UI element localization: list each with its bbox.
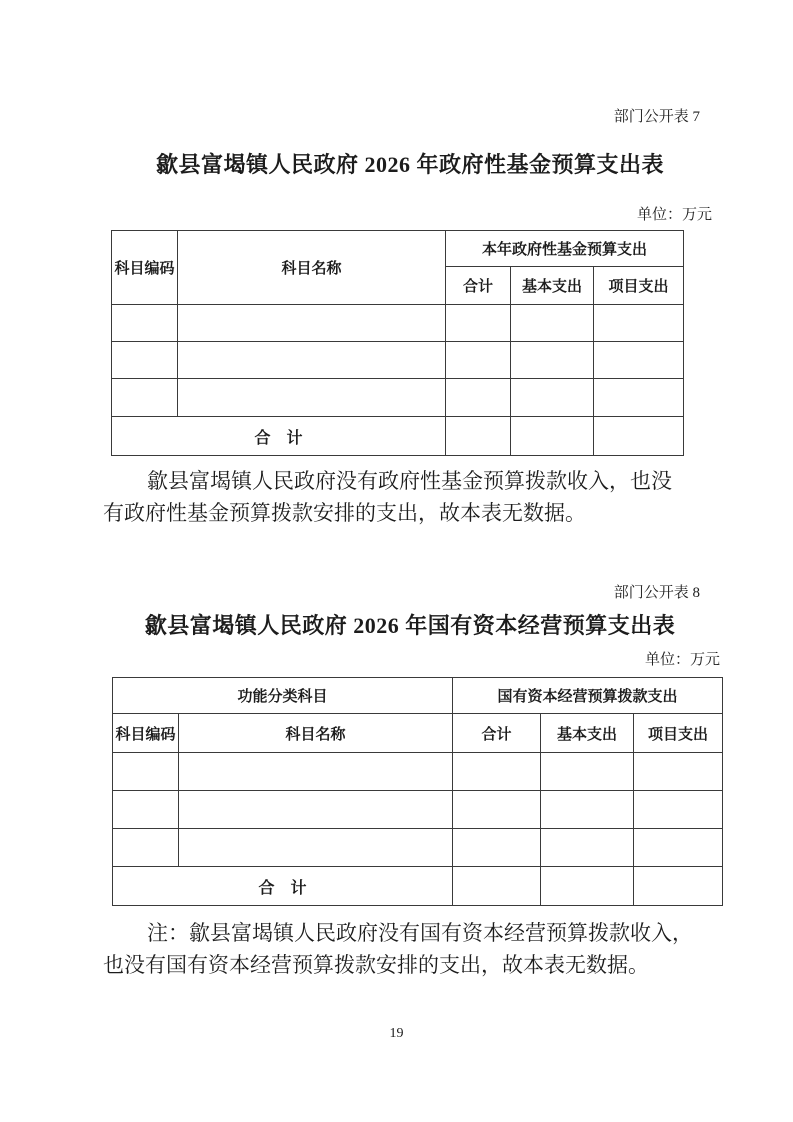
cell-code — [112, 305, 178, 342]
state-capital-budget-table — [112, 677, 723, 906]
cell-total — [453, 829, 541, 867]
cell-name — [178, 379, 446, 417]
col-header-subject-name: 科目名称 — [179, 714, 453, 753]
table-row — [112, 379, 684, 417]
cell-total — [446, 305, 511, 342]
table-row — [113, 753, 723, 791]
col-header-subject-code: 科目编码 — [112, 231, 178, 305]
section2-title: 歙县富堨镇人民政府 2026 年国有资本经营预算支出表 — [144, 613, 676, 638]
total-cell-project — [594, 417, 684, 456]
cell-project — [634, 753, 723, 791]
cell-project — [634, 829, 723, 867]
section2-note — [103, 917, 720, 981]
total-cell-project — [634, 867, 723, 906]
cell-name — [178, 342, 446, 379]
total-cell-basic — [541, 867, 634, 906]
col-header-basic: 基本支出 — [511, 267, 594, 305]
total-cell-total — [446, 417, 511, 456]
cell-code — [112, 342, 178, 379]
cell-code — [113, 829, 179, 867]
cell-code — [112, 379, 178, 417]
section2-unit-label: 单位：万元 — [644, 652, 720, 668]
cell-code — [113, 753, 179, 791]
cell-total — [446, 379, 511, 417]
cell-basic — [511, 342, 594, 379]
table-row — [113, 829, 723, 867]
total-row-label: 合 计 — [113, 867, 453, 906]
col-header-project: 项目支出 — [594, 267, 684, 305]
cell-project — [594, 305, 684, 342]
section1-title: 歙县富堨镇人民政府 2026 年政府性基金预算支出表 — [155, 152, 664, 177]
col-header-subject-code: 科目编码 — [113, 714, 179, 753]
cell-code — [113, 791, 179, 829]
col-header-total: 合计 — [453, 714, 541, 753]
section1-unit-label: 单位：万元 — [636, 207, 712, 223]
cell-basic — [541, 829, 634, 867]
col-header-basic: 基本支出 — [541, 714, 634, 753]
cell-project — [634, 791, 723, 829]
total-row-label: 合 计 — [112, 417, 446, 456]
note-line: 注：歙县富堨镇人民政府没有国有资本经营预算拨款收入， — [147, 921, 693, 945]
cell-project — [594, 342, 684, 379]
cell-total — [453, 753, 541, 791]
note-line: 歙县富堨镇人民政府没有政府性基金预算拨款收入，也没 — [147, 469, 672, 493]
section1-note — [103, 465, 720, 529]
section1-table-label: 部门公开表 7 — [613, 109, 700, 125]
total-cell-total — [453, 867, 541, 906]
note-line: 也没有国有资本经营预算拨款安排的支出，故本表无数据。 — [103, 953, 649, 977]
table-row — [112, 342, 684, 379]
cell-total — [446, 342, 511, 379]
table-header-row — [112, 231, 684, 267]
table-subheader-row — [113, 714, 723, 753]
cell-basic — [541, 791, 634, 829]
total-cell-basic — [511, 417, 594, 456]
note-line: 有政府性基金预算拨款安排的支出，故本表无数据。 — [103, 501, 586, 525]
table-total-row — [113, 867, 723, 906]
cell-name — [179, 753, 453, 791]
gov-fund-budget-table — [111, 230, 684, 456]
section2-table-label: 部门公开表 8 — [613, 585, 700, 601]
col-header-group-gov-fund: 本年政府性基金预算支出 — [446, 231, 684, 267]
table-row — [113, 791, 723, 829]
cell-name — [179, 791, 453, 829]
table-row — [112, 305, 684, 342]
cell-basic — [511, 379, 594, 417]
cell-name — [178, 305, 446, 342]
cell-name — [179, 829, 453, 867]
col-header-total: 合计 — [446, 267, 511, 305]
col-header-project: 项目支出 — [634, 714, 723, 753]
col-header-func-classification: 功能分类科目 — [113, 678, 453, 714]
page-number: 19 — [389, 1026, 404, 1041]
col-header-group-state-capital: 国有资本经营预算拨款支出 — [453, 678, 723, 714]
cell-project — [594, 379, 684, 417]
cell-basic — [541, 753, 634, 791]
cell-basic — [511, 305, 594, 342]
col-header-subject-name: 科目名称 — [178, 231, 446, 305]
cell-total — [453, 791, 541, 829]
table-total-row — [112, 417, 684, 456]
table-header-row — [113, 678, 723, 714]
